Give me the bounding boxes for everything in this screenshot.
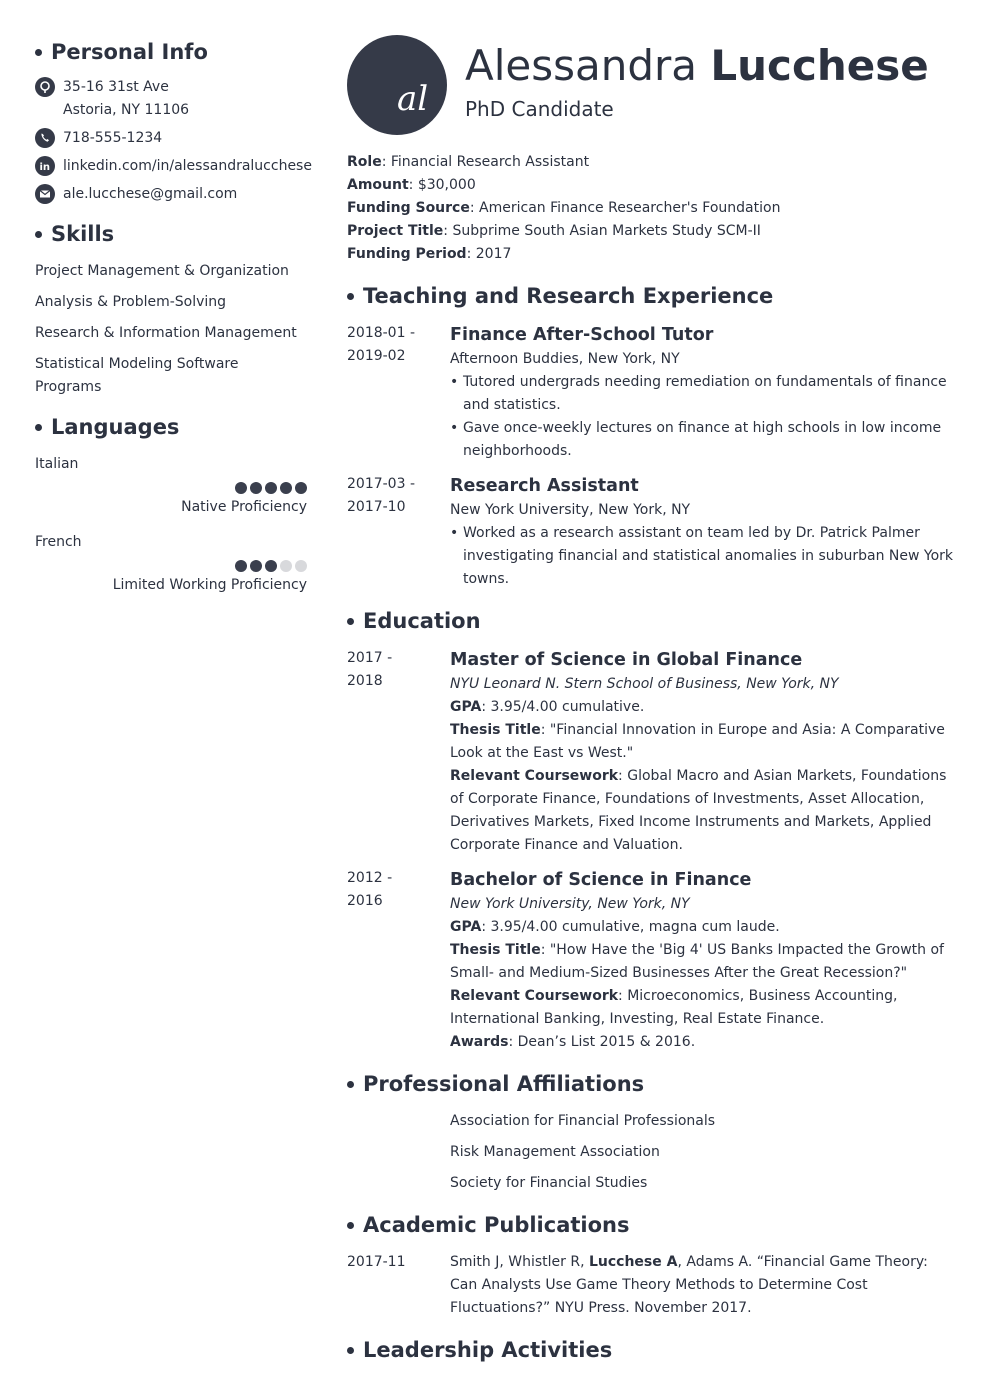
entry-bullets — [450, 522, 957, 591]
last-name: Lucchese — [710, 41, 929, 90]
affiliation-item: Risk Management Association — [450, 1144, 660, 1160]
experience-entry — [347, 473, 957, 591]
bullet-icon — [347, 618, 354, 625]
rating-dot-filled — [295, 482, 307, 494]
language-rating — [35, 560, 307, 572]
entry-coursework: Relevant Coursework: Microeconomics, Business Accounting, International Banking, Investing, Real Estate Finance. — [450, 988, 898, 1027]
summary-project-title: Project Title: Subprime South Asian Markets Study SCM-II — [347, 223, 761, 239]
entry-date: 2018-01 - 2019-02 — [347, 325, 415, 364]
bullet-icon — [347, 1347, 354, 1354]
entry-thesis: Thesis Title: "Financial Innovation in Europe and Asia: A Comparative Look at the East vs West." — [450, 722, 945, 761]
email-icon — [35, 184, 55, 204]
bullet-icon — [347, 1081, 354, 1088]
entry-date: 2012 - 2016 — [347, 870, 393, 909]
entry-school: New York University, New York, NY — [450, 896, 690, 912]
summary — [347, 151, 957, 266]
skill-item: Statistical Modeling Software Programs — [35, 356, 239, 395]
email — [35, 183, 307, 206]
entry-date: 2017 - 2018 — [347, 650, 393, 689]
entry-title: Finance After-School Tutor — [450, 325, 714, 345]
bullet-icon — [35, 231, 42, 238]
rating-dot-filled — [280, 482, 292, 494]
skills-heading: Skills — [35, 220, 307, 248]
entry-org: Afternoon Buddies, New York, NY — [450, 351, 680, 367]
avatar-initials: al — [397, 79, 429, 119]
publications-heading: Academic Publications — [347, 1211, 957, 1239]
language-name: French — [35, 534, 82, 550]
email-link[interactable]: ale.lucchese@gmail.com — [63, 186, 238, 202]
experience-entry — [347, 322, 957, 463]
entry-thesis: Thesis Title: "How Have the 'Big 4' US Banks Impacted the Growth of Small- and Medium-Sized Businesses After the Great Recession?" — [450, 942, 944, 981]
entry-awards: Awards: Dean’s List 2015 & 2016. — [450, 1034, 696, 1050]
rating-dot-filled — [250, 482, 262, 494]
rating-dot-filled — [235, 482, 247, 494]
language-level: Limited Working Proficiency — [112, 577, 307, 593]
publication-entry — [347, 1251, 957, 1320]
phone-icon — [35, 128, 55, 148]
bullet-item: • Tutored undergrads needing remediation on fundamentals of finance and statistics. — [450, 371, 957, 417]
skill-item: Analysis & Problem-Solving — [35, 294, 227, 310]
language-level: Native Proficiency — [181, 499, 307, 515]
sidebar — [35, 38, 312, 597]
rating-dot-filled — [265, 482, 277, 494]
summary-funding-source: Funding Source: American Finance Researcher's Foundation — [347, 200, 781, 216]
job-title: PhD Candidate — [465, 97, 614, 121]
address-line2: Astoria, NY 11106 — [63, 102, 190, 118]
rating-dot-filled — [235, 560, 247, 572]
linkedin-link[interactable]: linkedin.com/in/alessandralucchese — [63, 158, 312, 174]
affiliation-item: Society for Financial Studies — [450, 1175, 648, 1191]
entry-date: 2017-11 — [347, 1254, 406, 1270]
resume-header — [347, 35, 957, 135]
rating-dot-filled — [265, 560, 277, 572]
candidate-name — [465, 41, 929, 91]
location-pin-icon — [35, 77, 55, 97]
summary-role: Role: Financial Research Assistant — [347, 154, 590, 170]
language-rating — [35, 482, 307, 494]
entry-coursework: Relevant Coursework: Global Macro and Asian Markets, Foundations of Corporate Finance, Foundations of Investments, Asset Allocation, Derivatives Markets, Fixed Income Instruments and Markets, Applied Corporate Finance and Valuation. — [450, 768, 947, 853]
language-name: Italian — [35, 456, 79, 472]
personal-info-heading: Personal Info — [35, 38, 307, 66]
bullet-icon — [35, 424, 42, 431]
languages-heading: Languages — [35, 413, 307, 441]
rating-dot-empty — [295, 560, 307, 572]
language-item — [35, 531, 307, 597]
bullet-icon — [347, 293, 354, 300]
entry-school: NYU Leonard N. Stern School of Business, New York, NY — [450, 676, 839, 692]
entry-org: New York University, New York, NY — [450, 502, 691, 518]
entry-title: Master of Science in Global Finance — [450, 650, 803, 670]
rating-dot-empty — [280, 560, 292, 572]
avatar — [347, 35, 447, 135]
skill-item: Project Management & Organization — [35, 263, 289, 279]
entry-date: 2017-03 - 2017-10 — [347, 476, 415, 515]
language-item — [35, 453, 307, 519]
entry-bullets — [450, 371, 957, 463]
education-heading: Education — [347, 607, 957, 635]
affiliation-item: Association for Financial Professionals — [450, 1113, 716, 1129]
svg-text:in: in — [39, 162, 51, 173]
affiliations-heading: Professional Affiliations — [347, 1070, 957, 1098]
bullet-item: • Gave once-weekly lectures on finance at high schools in low income neighborhoods. — [450, 417, 957, 463]
entry-title: Research Assistant — [450, 476, 639, 496]
education-entry — [347, 647, 957, 857]
address-line1: 35-16 31st Ave — [63, 79, 169, 95]
bullet-icon — [347, 1222, 354, 1229]
phone-number[interactable]: 718-555-1234 — [63, 130, 163, 146]
bullet-item: • Worked as a research assistant on team led by Dr. Patrick Palmer investigating financial and statistical anomalies in suburban New York towns. — [450, 522, 957, 591]
publication-citation: Smith J, Whistler R, Lucchese A, Adams A. “Financial Game Theory: Can Analysts Use Game Theory Methods to Determine Cost Fluctuations?” NYU Press. November 2017. — [450, 1254, 928, 1316]
linkedin — [35, 155, 312, 178]
experience-heading: Teaching and Research Experience — [347, 282, 957, 310]
address — [35, 76, 307, 122]
phone — [35, 127, 307, 150]
rating-dot-filled — [250, 560, 262, 572]
entry-gpa: GPA: 3.95/4.00 cumulative, magna cum laude. — [450, 919, 780, 935]
first-name: Alessandra — [465, 41, 698, 90]
leadership-heading: Leadership Activities — [347, 1336, 957, 1364]
entry-title: Bachelor of Science in Finance — [450, 870, 752, 890]
entry-gpa: GPA: 3.95/4.00 cumulative. — [450, 699, 645, 715]
summary-funding-period: Funding Period: 2017 — [347, 246, 512, 262]
education-entry — [347, 867, 957, 1054]
summary-amount: Amount: $30,000 — [347, 177, 476, 193]
linkedin-icon — [35, 156, 55, 176]
main-content — [347, 35, 957, 1364]
skill-item: Research & Information Management — [35, 325, 297, 341]
bullet-icon — [35, 49, 42, 56]
